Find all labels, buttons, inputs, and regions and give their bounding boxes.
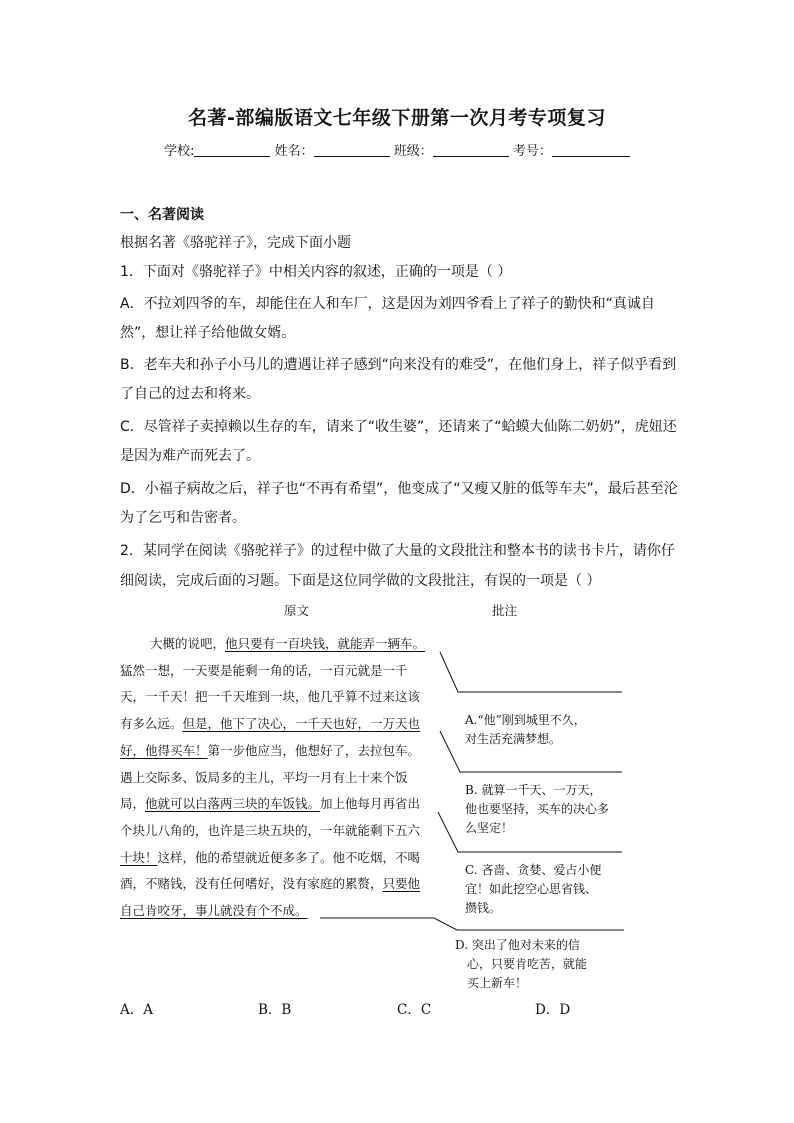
q2-stem-line1: 2．某同学在阅读《骆驼祥子》的过程中做了大量的文段批注和整本书的读书卡片，请你仔 <box>120 543 675 559</box>
passage-underlined: 自己肯咬牙，事儿就没有个不成。 <box>120 903 308 918</box>
name-label: 姓名： <box>274 144 314 159</box>
number-label: 考号： <box>512 144 552 159</box>
q1-option-c-line1: C．尽管祥子卖掉赖以生存的车，请来了“收生婆”，还请来了“蛤蟆大仙陈二奶奶”，虎妞还 <box>120 419 677 435</box>
annotation-text: A.“他”刚到城里不久， <box>465 713 586 727</box>
annotation-b <box>465 781 609 838</box>
passage-underlined: 十块！ <box>120 850 158 865</box>
annotation-text: 心，只要肯吃苦，就能 <box>467 957 588 971</box>
q1-option-d-line1: D．小福子病故之后，祥子也“不再有希望”，他变成了“又瘦又脏的低等车夫”，最后甚至沦 <box>120 481 678 497</box>
passage-line: 个块儿八角的，也许是三块五块的，一年就能剩下五六 <box>120 823 421 838</box>
document-title: 名著-部编版语文七年级下册第一次月考专项复习 <box>188 107 606 129</box>
passage-text: 大概的说吧， <box>150 636 226 651</box>
q1-option-b-line1: B．老车夫和孙子小马儿的遭遇让祥子感到“向来没有的难受”，在他们身上，祥子似乎看到 <box>120 357 677 373</box>
q2-option-b[interactable]: B．B <box>258 1002 292 1018</box>
annotation-text: 么坚定！ <box>465 821 514 835</box>
q2-option-d[interactable]: D．D <box>535 1002 571 1018</box>
passage-text: 这样，他的希望就近便多多了。他不吃烟，不喝 <box>157 850 421 865</box>
q2-option-c[interactable]: C．C <box>397 1002 432 1018</box>
annotation-text: C. 吝啬、贪婪、爱占小便 <box>465 863 602 877</box>
annotation-c <box>465 861 601 918</box>
passage-text: 酒，不赌钱，没有任何嗜好，没有家庭的累赘， <box>120 876 383 891</box>
class-label: 班级： <box>393 144 433 159</box>
passage-underlined: 他就可以白落两三块的车饭钱。 <box>145 796 321 811</box>
q2-stem-line2: 细阅读，完成后面的习题。下面是这位同学做的文段批注，有误的一项是（ ） <box>120 573 601 589</box>
passage-underlined: 只要他 <box>382 876 421 891</box>
annotation-text: D. 突出了他对未来的信 <box>455 938 580 952</box>
passage-text: 第一步他应当，他想好了，去拉包车。 <box>207 743 421 758</box>
q1-option-b-line2: 了自己的过去和将来。 <box>120 386 260 402</box>
annotation-text: 他也要坚持，买车的决心多 <box>465 802 610 816</box>
annotation-text: 宜！如此挖空心思省钱、 <box>465 882 598 896</box>
column-annotation-heading: 批注 <box>492 603 518 618</box>
q1-option-c-line2: 是因为难产而死去了。 <box>120 448 260 464</box>
annotation-text: B. 就算一千天、一万天， <box>465 783 602 797</box>
passage-text: 有多么远。 <box>120 716 183 731</box>
q1-option-d-line2: 为了乞丐和告密者。 <box>120 510 246 526</box>
school-label: 学校: <box>164 144 195 159</box>
connector-line-d <box>320 918 624 930</box>
passage-line: 猛然一想，一天要是能剩一角的话，一百元就是一千 <box>120 663 408 678</box>
annotation-a <box>465 711 586 749</box>
section-heading: 一、名著阅读 <box>120 207 204 223</box>
passage-underlined: 好，他得买车！ <box>120 743 208 758</box>
column-original-heading: 原文 <box>284 603 310 618</box>
passage-line: 天，一千天！把一千天堆到一块，他几乎算不过来这该 <box>120 689 421 704</box>
passage-text: 加上他每月再省出 <box>320 796 421 811</box>
connector-line-a <box>440 652 622 692</box>
q1-option-a-line1: A．不拉刘四爷的车，却能住在人和车厂，这是因为刘四爷看上了祥子的勤快和“真诚自 <box>120 296 655 312</box>
q1-option-a-line2: 然”，想让祥子给他做女婿。 <box>120 325 296 341</box>
passage-underlined: 但是，他下了决心，一千天也好，一万天也 <box>182 716 421 731</box>
passage-text: 局， <box>120 796 146 811</box>
q2-option-a[interactable]: A．A <box>120 1002 153 1018</box>
passage-underlined: 他只要有一百块钱，就能弄一辆车。 <box>225 636 426 651</box>
annotation-text: 攒钱。 <box>465 901 502 915</box>
section-intro: 根据名著《骆驼祥子》，完成下面小题 <box>120 235 351 251</box>
annotation-text: 买上新车！ <box>467 976 528 990</box>
q1-stem: 1．下面对《骆驼祥子》中相关内容的叙述，正确的一项是（ ） <box>120 264 512 280</box>
passage-line: 遇上交际多、饭局多的主儿，平均一月有上十来个饭 <box>120 770 408 785</box>
annotation-d <box>455 936 587 993</box>
annotation-text: 对生活充满梦想。 <box>465 732 562 746</box>
